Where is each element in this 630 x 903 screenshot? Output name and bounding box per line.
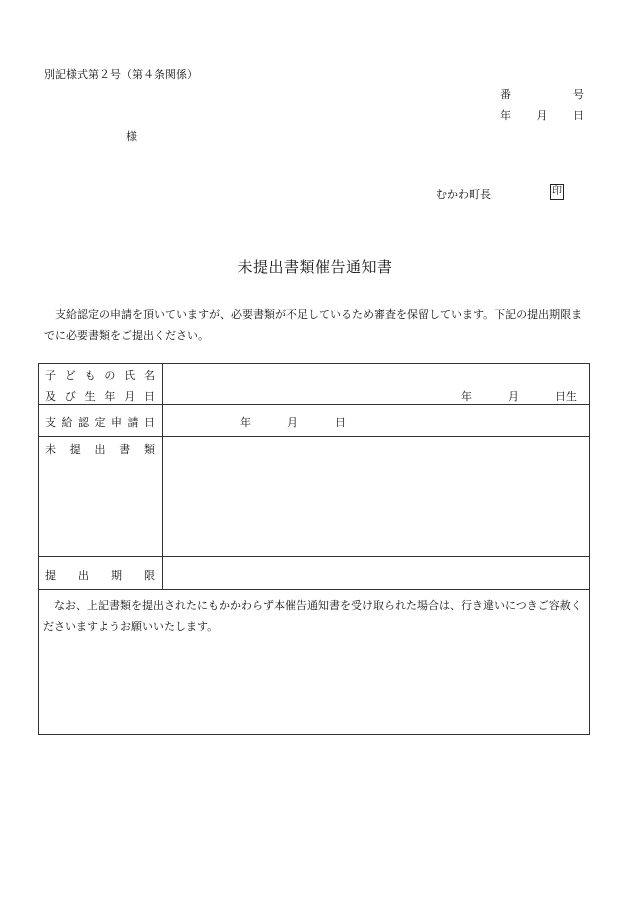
- label-char: 類: [144, 443, 155, 456]
- label-char: 申: [111, 416, 122, 429]
- body-paragraph: 支給認定の申請を頂いていますが、必要書類が不足しているため審査を保留しています。下記の提出期限までに必要書類をご提出ください。: [44, 308, 583, 342]
- label-char: 出: [94, 443, 106, 456]
- label-char: 認: [78, 416, 89, 429]
- application-day: 日: [335, 416, 346, 429]
- label-char: 出: [78, 569, 89, 582]
- document-number-row: [500, 86, 584, 102]
- label-char: 氏: [124, 369, 136, 382]
- submission-deadline-label: [45, 567, 155, 583]
- label-char: 期: [111, 569, 122, 582]
- label-char: も: [84, 369, 96, 382]
- closing-note: なお、上記書類を提出されたにもかかわらず本催告通知書を受け取られた場合は、行き違いにつきご容赦くださいますようお願いいたします。: [43, 599, 582, 633]
- column-divider: [162, 364, 163, 589]
- label-char: の: [104, 369, 116, 382]
- label-line: [45, 414, 155, 430]
- row-divider: [39, 436, 589, 437]
- label-char: ど: [64, 369, 76, 382]
- label-char: 定: [94, 416, 106, 429]
- label-char: 生: [84, 390, 96, 403]
- birth-month: 月: [508, 390, 519, 403]
- document-title: 未提出書類催告通知書: [237, 258, 393, 276]
- row-divider: [39, 556, 589, 557]
- issue-month: 月: [536, 109, 548, 122]
- row-divider: [39, 404, 589, 405]
- label-char: び: [64, 390, 76, 403]
- label-char: 日: [143, 390, 155, 403]
- label-char: 支: [45, 416, 56, 429]
- label-char: 提: [69, 443, 81, 456]
- birth-year: 年: [461, 390, 472, 403]
- addressee-suffix: 様: [126, 130, 137, 143]
- label-line: [45, 567, 155, 583]
- issue-day: 日: [573, 109, 584, 122]
- label-char: 未: [45, 443, 56, 456]
- label-line: [45, 441, 155, 457]
- label-char: 子: [45, 369, 56, 382]
- label-char: 名: [143, 369, 155, 382]
- label-char: 年: [104, 390, 116, 403]
- row-divider: [39, 589, 589, 590]
- number-suffix: 号: [573, 88, 584, 101]
- missing-documents-label: [45, 441, 155, 457]
- application-year: 年: [240, 416, 251, 429]
- label-char: 限: [144, 569, 155, 582]
- label-line: [45, 388, 155, 404]
- issue-year: 年: [500, 109, 511, 122]
- label-char: 月: [124, 390, 136, 403]
- label-char: 請: [127, 416, 139, 429]
- issuer-name: むかわ町長: [436, 188, 491, 201]
- issue-date-row: [500, 107, 584, 123]
- label-char: 書: [119, 443, 131, 456]
- label-line: [45, 367, 155, 383]
- application-month: 月: [287, 416, 298, 429]
- seal-mark: 印: [550, 184, 564, 200]
- notice-table: [38, 363, 590, 735]
- label-char: 給: [61, 416, 73, 429]
- label-char: 提: [45, 569, 56, 582]
- form-identifier: 別記様式第２号（第４条関係）: [44, 68, 198, 81]
- birth-day: 日生: [555, 390, 577, 403]
- number-label: 番: [500, 88, 511, 101]
- label-char: 及: [45, 390, 56, 403]
- application-date-label: [45, 414, 155, 430]
- child-name-birthdate-label: [45, 367, 155, 404]
- label-char: 日: [144, 416, 155, 429]
